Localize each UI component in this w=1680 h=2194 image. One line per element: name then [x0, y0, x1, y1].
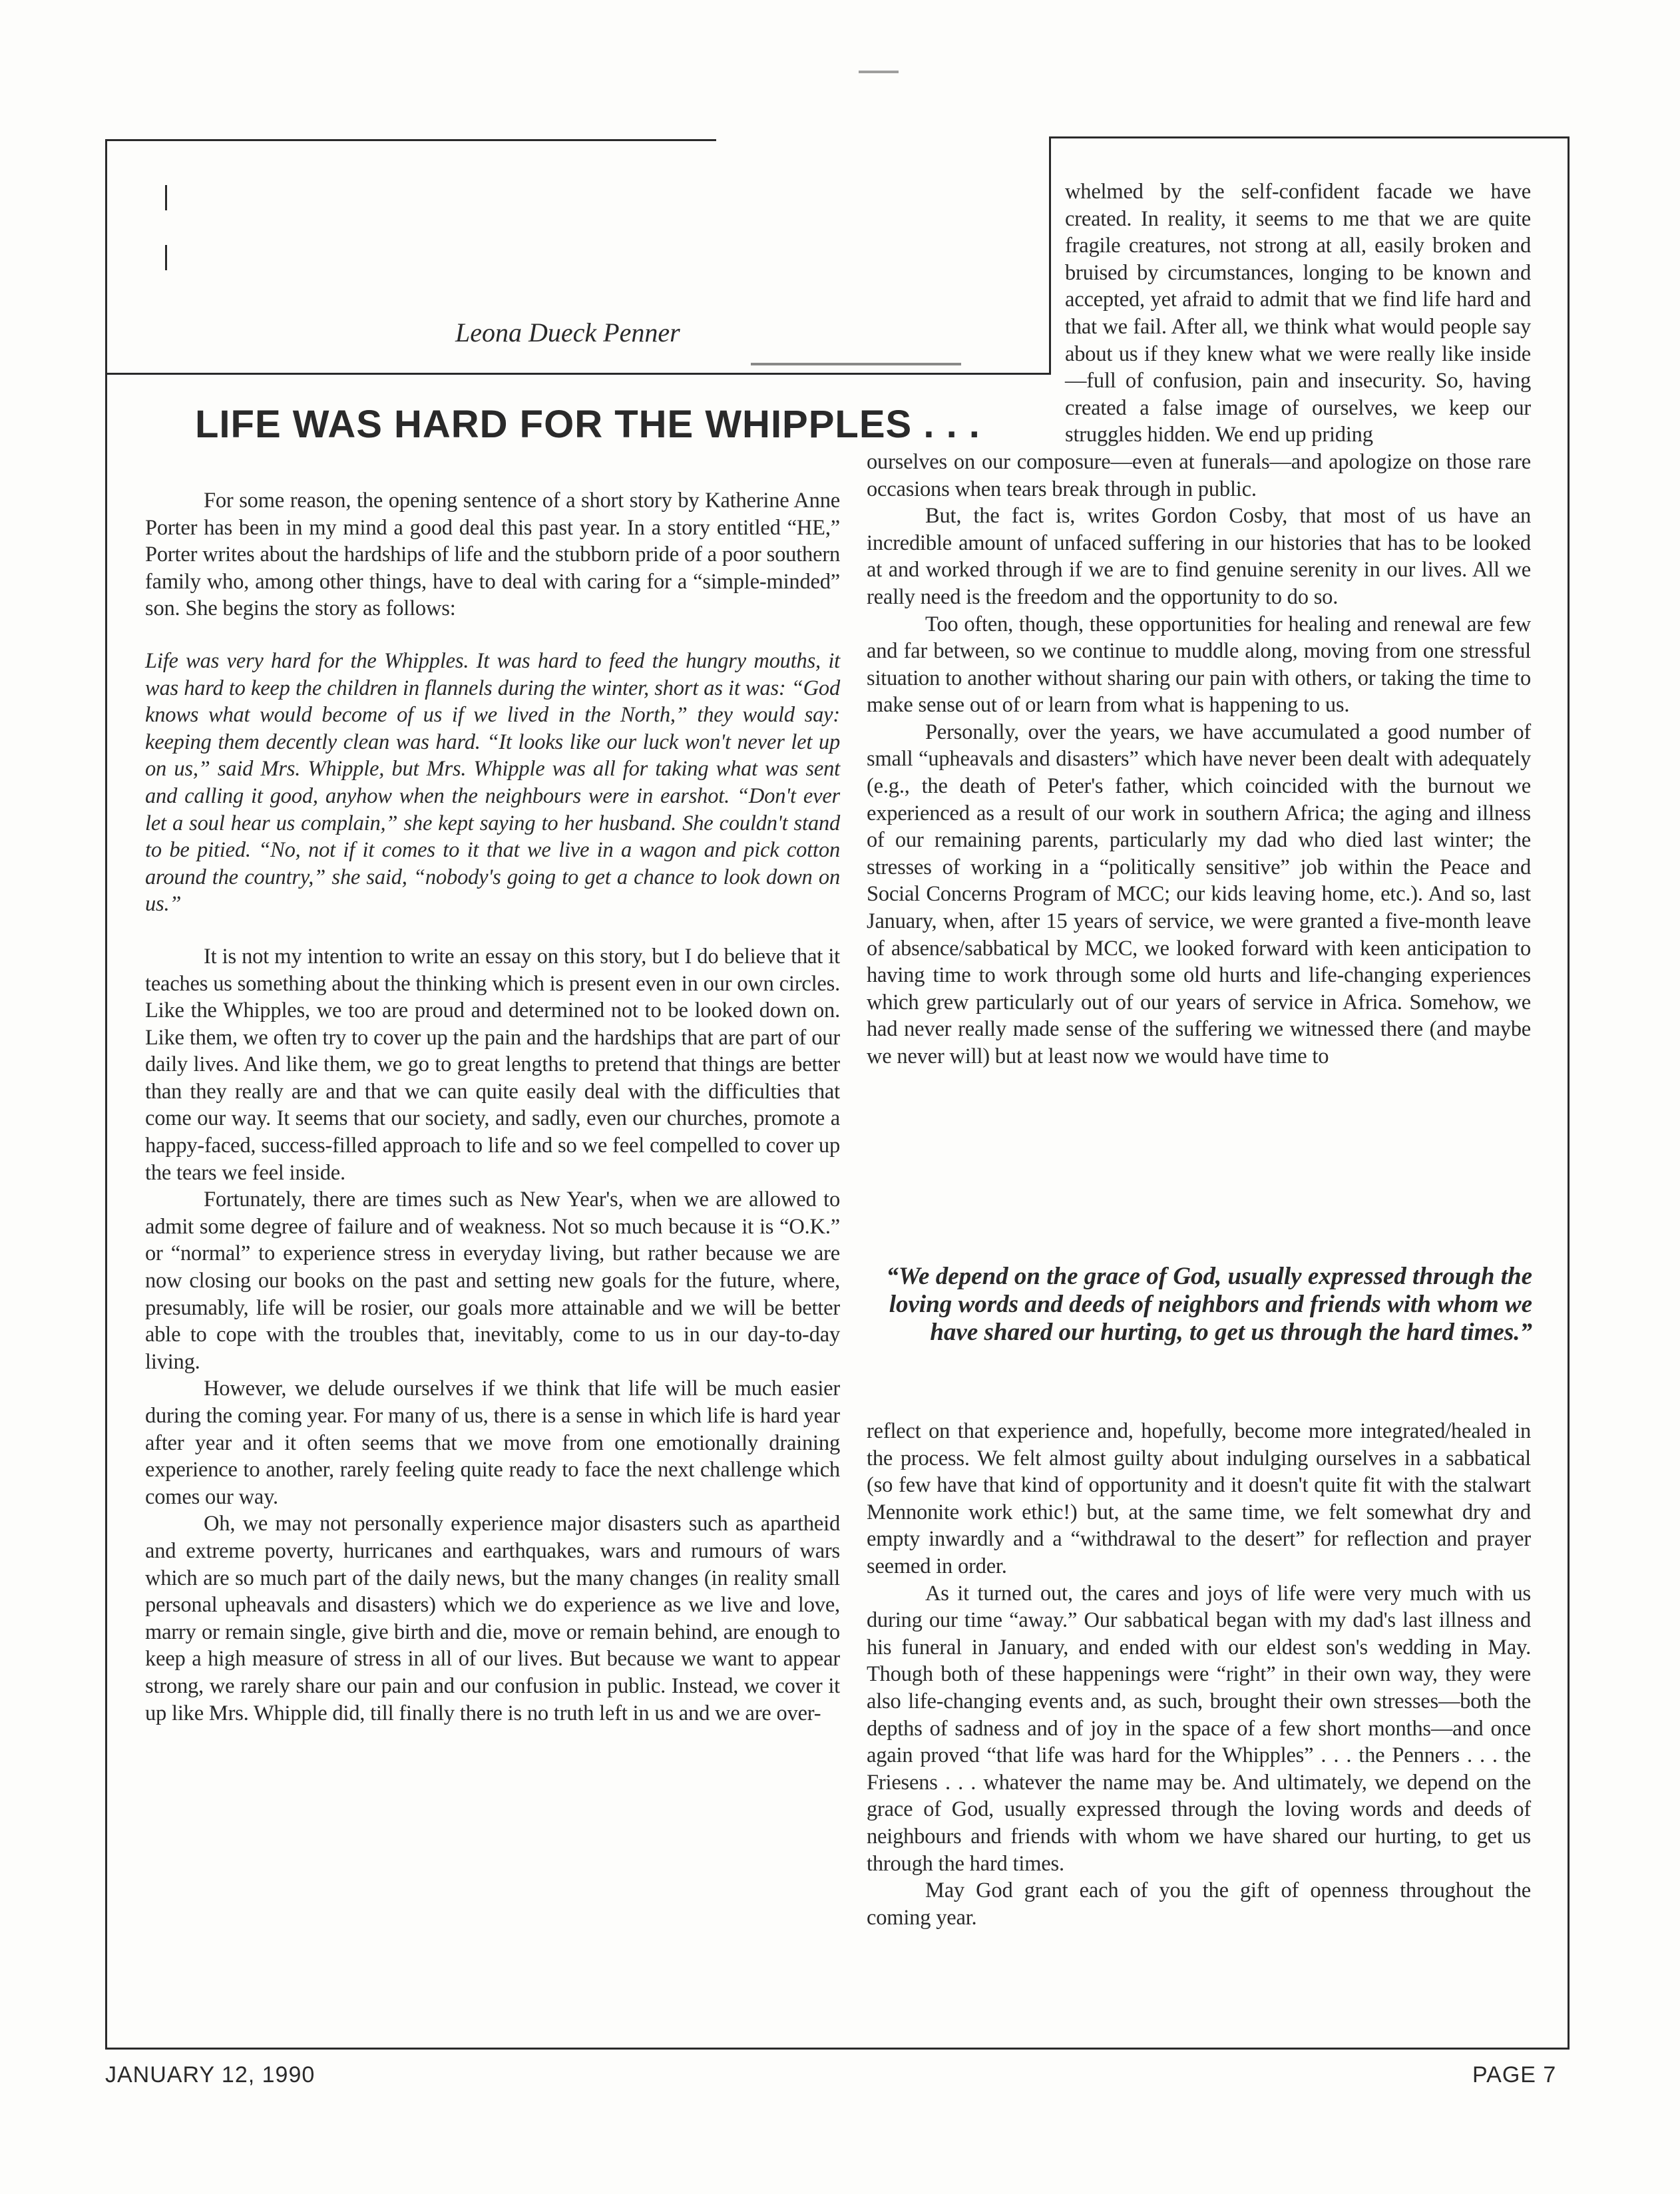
- frame-bottom-rule: [105, 2048, 1570, 2050]
- paragraph: As it turned out, the cares and joys of life were very much with us during our time “away.” Our sabbatical began with my dad's last illness and his funeral in January, and ended with our eldest son's wedding in May. Though both of these happenings were “right” in their own way, they were also life-changing events and, as such, brought their own stresses—both the depths of sadness and of joy in the space of a few short months—and once again proved “that life was hard for the Whipples” . . . the Penners . . . the Friesens . . . whatever the name may be. And ultimately, we depend on the grace of God, usually expressed through the loving words and deeds of neighbours and friends with whom we have shared our hurting, to get us through the hard times.: [867, 1581, 1531, 1876]
- paragraph: Fortunately, there are times such as New Year's, when we are allowed to admit some degree of failure and of weakness. Not so much because it is “O.K.” or “normal” to experience stress in everyday living, but rather because we are now closing our books on the past and setting new goals for the future, where, presumably, life will be rosier, our goals more attainable and we will be better able to cope with the troubles that, inevitably, come to us in our day-to-day living.: [145, 1188, 840, 1374]
- header-mark-1: [165, 185, 167, 210]
- paragraph: For some reason, the opening sentence of a short story by Katherine Anne Porter has been in my mind a good deal this past year. In a story entitled “HE,” Porter writes about the hardships of life and the stubborn pride of a poor southern family who, among other things, have to deal with caring for a “simple-minded” son. She begins the story as follows:: [145, 489, 840, 621]
- right-column-bottom: [867, 1418, 1531, 1931]
- byline: Leona Dueck Penner: [455, 318, 680, 347]
- left-column: [145, 487, 840, 1727]
- paragraph: Too often, though, these opportunities for healing and renewal are few and far between, so we continue to muddle along, moving from one stressful situation to another without sharing our pain with others, or taking the time to make sense out of or learn from what is happening to us.: [867, 612, 1531, 718]
- frame-right-rule: [1568, 136, 1570, 2050]
- pull-quote: “We depend on the grace of God, usually expressed through the loving words and deeds of neighbors and friends with whom we have shared our hurting, to get us through the hard times.”: [886, 1263, 1532, 1346]
- paragraph: ourselves on our composure—even at funerals—and apologize on those rare occasions when tears break through in public.: [867, 449, 1531, 501]
- footer-date: JANUARY 12, 1990: [105, 2062, 315, 2087]
- paragraph: However, we delude ourselves if we think that life will be much easier during the coming year. For many of us, there is a sense in which life is hard year after year and it often seems that we move from one emotionally draining experience to another, rarely feeling quite ready to face the next challenge which comes our way.: [145, 1377, 840, 1509]
- article-title: LIFE WAS HARD FOR THE WHIPPLES . . .: [195, 403, 980, 446]
- frame-top-right-rule: [1049, 136, 1570, 138]
- story-quote: Life was very hard for the Whipples. It was hard to feed the hungry mouths, it was hard to keep the children in flannels during the winter, short as it was: “God knows what would become of us if we lived in the North,” they would say: keeping them decently clean was hard. “It looks like our luck won't never let up on us,” said Mrs. Whipple, but Mrs. Whipple was all for taking what was sent and calling it good, anyhow when the neighbours were in earshot. “Don't ever let a soul hear us complain,” she kept saying to her husband. She couldn't stand to be pitied. “No, not if it comes to it that we live in a wagon and pick cotton around the country,” she said, “nobody's going to get a chance to look down on us.”: [145, 648, 840, 917]
- scan-mark: [859, 71, 899, 73]
- paragraph: It is not my intention to write an essay on this story, but I do believe that it teaches us something about the thinking which is present even in our own circles. Like the Whipples, we too are proud and determined not to be looked down on. Like them, we often try to cover up the pain and the hardships that are part of our daily lives. And like them, we go to great lengths to pretend that things are better than they really are and that we can quite easily deal with the difficulties that come our way. It seems that our society, and sadly, even our churches, promote a happy-faced, success-filled approach to life and so we feel compelled to cover up the tears we feel inside.: [145, 944, 840, 1185]
- paragraph: Personally, over the years, we have accumulated a good number of small “upheavals and disasters” which have never been dealt with adequately (e.g., the death of Peter's father, which coincided with the burnout we experienced as a result of our work in southern Africa; the aging and illness of our remaining parents, particularly my dad who died last winter; the stresses of working in a “politically sensitive” job within the Peace and Social Concerns Program of MCC; our kids leaving home, etc.). And so, last January, when, after 15 years of service, we were granted a five-month leave of absence/sabbatical by MCC, we looked forward with keen anticipation to having time to work through some old hurts and life-changing experiences which grew particularly out of our years of service in Africa. Somehow, we had never really made sense of the suffering we witnessed there (and maybe we never will) but at least now we would have time to: [867, 720, 1531, 1068]
- paragraph: But, the fact is, writes Gordon Cosby, that most of us have an incredible amount of unfaced suffering in our histories that has to be looked at and worked through if we are to find genuine serenity in our lives. All we really need is the freedom and the opportunity to do so.: [867, 504, 1531, 609]
- paragraph: whelmed by the self-confident facade we have created. In reality, it seems to me that we are quite fragile creatures, not strong at all, easily broken and bruised by circumstances, longing to be known and accepted, yet afraid to admit that we find life hard and that we fail. After all, we think what would people say about us if they knew what we were really like inside—full of confusion, pain and insecurity. So, having created a false image of ourselves, we keep our struggles hidden. We end up priding: [1065, 180, 1531, 447]
- frame-left-rule: [105, 139, 107, 2050]
- frame-top-left-rule: [105, 139, 716, 141]
- right-column-top: [867, 178, 1531, 1070]
- footer-page-number: PAGE 7: [1472, 2062, 1557, 2087]
- paragraph: May God grant each of you the gift of openness throughout the coming year.: [867, 1878, 1531, 1930]
- paragraph: reflect on that experience and, hopefully, become more integrated/healed in the process. We felt almost guilty about indulging ourselves in a sabbatical (so few have that kind of opportunity and it doesn't quite fit with the stalwart Mennonite work ethic!) but, at the same time, we felt somewhat dry and empty inwardly and a “withdrawal to the desert” for reflection and prayer seemed in order.: [867, 1419, 1531, 1578]
- paragraph: Oh, we may not personally experience major disasters such as apartheid and extreme poverty, hurricanes and earthquakes, wars and rumours of wars which are so much part of the daily news, but the many changes (in reality small personal upheavals and disasters) which we do experience as we live and love, marry or remain single, give birth and die, move or remain behind, are enough to keep a high measure of stress in all of our lives. But because we want to appear strong, we rarely share our pain and our confusion in public. Instead, we cover it up like Mrs. Whipple did, till finally there is no truth left in us and we are over-: [145, 1512, 840, 1725]
- header-mark-2: [165, 245, 167, 270]
